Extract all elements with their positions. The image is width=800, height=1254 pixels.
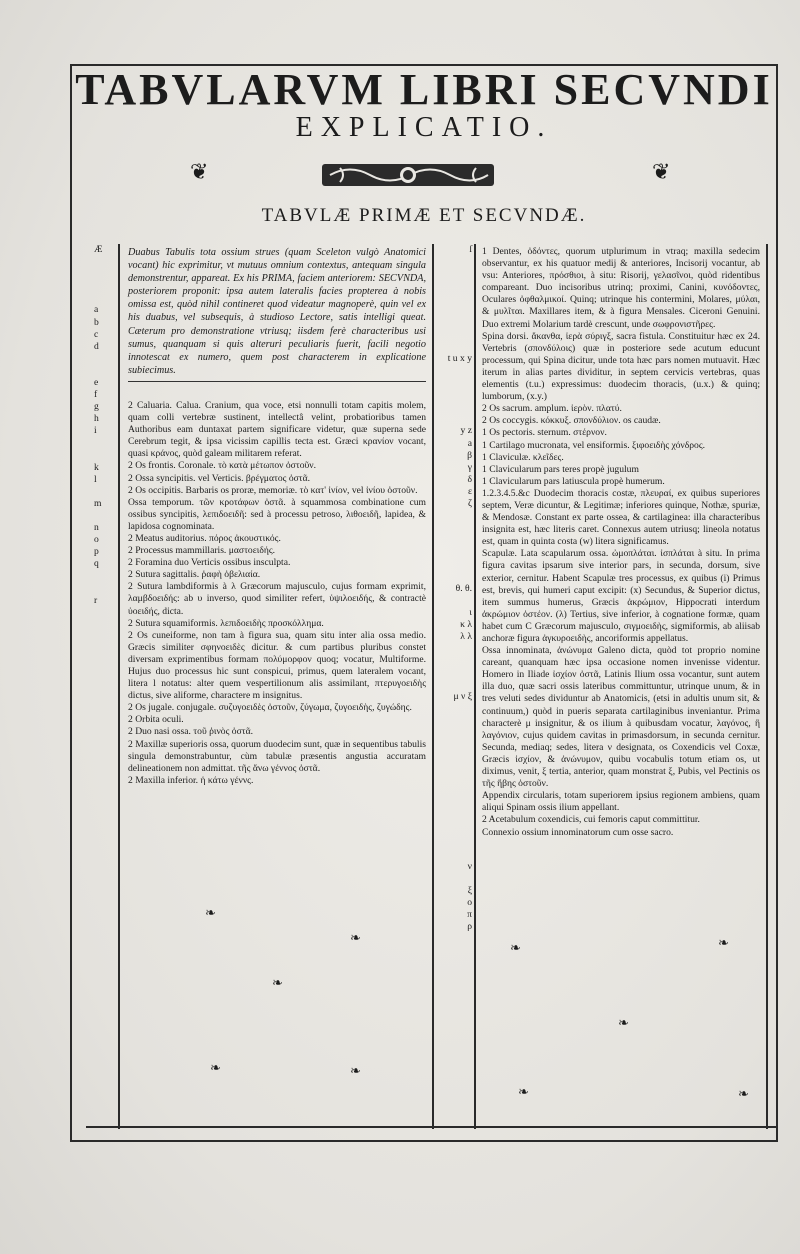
margin-letter bbox=[440, 389, 472, 401]
ink-blot-icon: ❧ bbox=[272, 975, 283, 990]
margin-letter: n bbox=[94, 522, 99, 534]
ink-blot-icon: ❧ bbox=[510, 940, 521, 955]
entry-item: 1 Os pectoris. sternum. στέρνον. bbox=[482, 427, 607, 439]
entry-item: 1 Dentes, ὀδόντες, quorum utplurimum in vtraq; maxilla sedecim observantur, ex his quatuor medij & anteriores, Incisorij vocantur, ab vsu: Anteriores, πρόσθιοι, à situ: Risorij, γελασῖνοι, quòd ridentibus compareant. Duo incisoribus utrinq; proximi, Canini, κυνόδοντες, Oculares ὀφθαλμικοί. Quinq; utrinque his contermini, Molares, μύλαι, & μυλῖται. Maxillares item, & à figura Mensales. Ciceroni Genuini. Duo extremi Molarium tardè crescunt, unde σωφρονιστῆρες. bbox=[482, 246, 760, 330]
margin-letter bbox=[440, 655, 472, 667]
intro-text: Duabus Tabulis tota ossium strues (quam Sceleton vulgò Anatomici vocant) hic exprimitur, vt mutuus omnium contextus, antequam singula demonstrentur, appareat. Ex his PRIMA, faciem anteriorem: SECVNDA, posteriorem proponit: ipsa autem lateralis facies propterea à nobis omissa est, quòd nihil contineret quod videatur magnoperè, quin vel ex his duabus, vel subsequis, à studioso Lectore, satis intelligi queat. Cæterum pro demonstratione vtriusq; iisdem ferè characteribus usi sumus, quanquam si quis alteruri peculiaris fuerit, facili negotio innotescat ex numero, quem post characterem in explicatione subiecimus. bbox=[128, 247, 426, 376]
entry-item: 1 Clavicularum pars latiuscula propè humerum. bbox=[482, 475, 665, 487]
entry-item: 2 Os coccygis. κόκκυξ. σπονδύλιον. os caudæ. bbox=[482, 415, 661, 427]
margin-letter bbox=[440, 365, 472, 377]
margin-letter: π bbox=[467, 909, 472, 921]
margin-letter bbox=[440, 317, 472, 329]
fleuron-icon: ❦ bbox=[190, 159, 209, 184]
intro-paragraph bbox=[128, 246, 426, 382]
margin-letter bbox=[94, 353, 116, 365]
margin-letter bbox=[440, 716, 472, 728]
ink-blot-icon: ❧ bbox=[738, 1086, 749, 1101]
entry-item: 2 Acetabulum coxendicis, cui femoris caput committitur. bbox=[482, 814, 700, 826]
margin-letter: μ ν ξ bbox=[453, 691, 472, 703]
margin-letter: t u x y bbox=[447, 352, 472, 364]
ink-blot-icon: ❧ bbox=[718, 935, 729, 950]
margin-letter: l bbox=[94, 473, 97, 485]
left-margin-letters bbox=[94, 244, 116, 607]
entry-item: 2 Meatus auditorius. πόρος ἀκουστικός. bbox=[128, 532, 281, 544]
margin-letter: ſ bbox=[469, 244, 472, 255]
entry-item: 2 Maxillæ superioris ossa, quorum duodecim sunt, quæ in sequentibus tabulis singula demonstrabuntur, cùm tabulæ præsentis angustia accuratam delineationem non admittat. τῆς ἄνω γέννος ὀστᾶ. bbox=[128, 738, 426, 774]
entry-item: Ossa temporum. τῶν κροτάφων ὀστᾶ. à squammosa combinatione cum ossibus syncipitis, λεπιδοειδῆ: sed à processu petroso, λιθοειδῆ, lapidea, & lapidosa cognominata. bbox=[128, 496, 426, 532]
margin-letter bbox=[440, 679, 472, 691]
margin-letter: f bbox=[94, 389, 98, 401]
margin-letter: κ λ bbox=[460, 618, 472, 630]
right-margin-letters bbox=[440, 244, 472, 933]
ink-blot-icon: ❧ bbox=[350, 1063, 361, 1078]
margin-letter bbox=[440, 546, 472, 558]
entry-item: Scapulæ. Lata scapularum ossa. ὠμοπλάται. ἰσπλάται à situ. In prima figura cavitas ipsarum sive interior pars, in secunda, dorsum, sive exterior, cernitur. Habent Scapulæ tres processus, ex quibus (i) Primus est, brevis, qui humeri caput excipit: (x) Secundus, & Superior dictus, item summus humerus, Græcis ἀκρώμιον, Hippocrati interdum ἀκρώμιον ὀστέον. (λ) Tertius, sive inferior, à cognatione formæ, quam habet cum C Græcorum majusculo, σιγμοειδὴς, sigmiformis, ab aliisab anchoræ figura ἀγκυροειδὴς, ancoriformis appellatus. bbox=[482, 548, 760, 644]
fleuron-icon: ❦ bbox=[652, 159, 671, 184]
entry-item: 2 Sutura squamiformis. λεπιδοειδὴς προσκόλλημα. bbox=[128, 617, 324, 629]
margin-letter bbox=[94, 365, 116, 377]
margin-letter bbox=[440, 740, 472, 752]
entry-item: Connexio ossium innominatorum cum osse sacro. bbox=[482, 826, 674, 838]
margin-letter bbox=[440, 292, 472, 304]
margin-letter bbox=[440, 510, 472, 522]
margin-letter: r bbox=[94, 594, 98, 606]
margin-letter: y z bbox=[460, 425, 472, 437]
margin-letter bbox=[440, 558, 472, 570]
margin-letter: γ bbox=[467, 461, 472, 473]
entry-item: 2 Os frontis. Coronale. τὸ κατὰ μέτωπον ὀστοῦν. bbox=[128, 460, 316, 472]
entry-item: 2 Os sacrum. amplum. ἱερὸν. πλατύ. bbox=[482, 403, 622, 415]
ink-blot-icon: ❧ bbox=[618, 1015, 629, 1030]
entry-item: 1 Claviculæ. κλεῖδες. bbox=[482, 451, 564, 463]
margin-letter bbox=[440, 522, 472, 534]
margin-letter: g bbox=[94, 401, 99, 413]
margin-letter bbox=[440, 776, 472, 788]
margin-letter bbox=[440, 534, 472, 546]
margin-letter: m bbox=[94, 497, 102, 509]
margin-letter bbox=[440, 788, 472, 800]
margin-letter: k bbox=[94, 461, 99, 473]
margin-letter bbox=[440, 256, 472, 268]
entry-item: 2 Maxilla inferior. ἡ κάτω γέννς. bbox=[128, 774, 254, 786]
entry-item: 2 Processus mammillaris. μαστοειδής. bbox=[128, 545, 276, 557]
margin-letter bbox=[440, 595, 472, 607]
margin-letter: o bbox=[94, 534, 99, 546]
margin-letter: θ. θ. bbox=[455, 582, 472, 594]
margin-letter bbox=[440, 873, 472, 885]
margin-letter: Æ bbox=[94, 244, 103, 255]
section-title: TABVLÆ PRIMÆ ET SECVNDÆ. bbox=[261, 205, 587, 226]
margin-letter bbox=[440, 571, 472, 583]
margin-letter bbox=[440, 304, 472, 316]
entry-item: 2 Duo nasi ossa. τοῦ ῥινὸς ὀστᾶ. bbox=[128, 726, 254, 738]
margin-letter: i bbox=[94, 425, 97, 437]
margin-letter: e bbox=[94, 377, 99, 389]
margin-letter bbox=[94, 486, 116, 498]
entry-item: 2 Orbita oculi. bbox=[128, 714, 184, 726]
margin-letter bbox=[440, 268, 472, 280]
margin-letter: ν bbox=[467, 860, 472, 872]
margin-letter bbox=[440, 280, 472, 292]
margin-letter bbox=[94, 256, 116, 268]
margin-letter bbox=[94, 280, 116, 292]
margin-letter bbox=[440, 667, 472, 679]
margin-letter bbox=[440, 377, 472, 389]
margin-letter bbox=[440, 704, 472, 716]
margin-letter bbox=[440, 800, 472, 812]
entry-item: 2 Sutura sagittalis. ῥαφὴ ὀβελιαία. bbox=[128, 569, 261, 581]
left-items-list bbox=[128, 400, 426, 787]
margin-letter bbox=[94, 450, 116, 462]
entry-item: 1 Clavicularum pars teres propè jugulum bbox=[482, 463, 639, 475]
entry-item: Ossa innominata, ἀνώνυμα Galeno dicta, quòd tot proprio nomine careant, quanquam hæc ipsa occasione nomen invenisse videntur. Homero in Iliade ἰσχίον ὀστᾶ, Latinis Ilium ossa vocantur, sunt autem illa duo, quæ sacri ossis lateribus committuntur, utrinque unum, & in tres veluti sedes dividuntur ab Anatomicis, (etsi in adultis unum sit, & continuum,) quòd in pueris separata cartilaginibus inveniantur. Prima characterè μ insignitur, & os ilium à quibusdam vocatur, λαγόνος, ἢ λαγόνιον, cujus quidem cavitas in primasdorsum, in secunda cernitur. Secunda, mediaq; sedes, litera ν designata, os Coxendicis vel Coxæ, Græcis ἰσχίον, & ἀνώνυμον, quibu vocabulis totum etiam os, ut diximus, venit, ξ tertia, anterior, quam monstrat ξ, Pubis, vel Pectinis os τῆς ἥβης ὀστοῦν. bbox=[482, 645, 760, 790]
margin-letter: a bbox=[94, 304, 99, 316]
margin-letter bbox=[440, 825, 472, 837]
margin-letter: λ λ bbox=[460, 631, 472, 642]
margin-letter bbox=[440, 849, 472, 861]
entry-item: Appendix circularis, totam superiorem ipsius regionem ambiens, quam aliqui Spinam ossis ilium appellant. bbox=[482, 790, 760, 814]
left-text-column bbox=[118, 244, 434, 1129]
margin-letter bbox=[440, 812, 472, 824]
margin-letter: c bbox=[94, 328, 99, 340]
headpiece-ornament-icon bbox=[320, 160, 496, 190]
margin-letter bbox=[94, 583, 116, 595]
entry-item: 2 Foramina duo Verticis ossibus insculpta. bbox=[128, 557, 291, 569]
entry-item: 2 Caluaria. Calua. Cranium, qua voce, etsi nonnulli totam capitis molem, quam colli vertebræ sustinent, intellectâ velint, probatioribus tamen Authoribus eam duntaxat partem significare videtur, quæ superna sede Cerebrum tegit, & ipsa vicissim capillis tecta est. Græci κρανίον vocant, quasi κράνος, quòd galeam militarem referat. bbox=[128, 399, 426, 460]
margin-letter bbox=[94, 438, 116, 450]
page-title: TABVLARVM LIBRI SECVNDI bbox=[75, 65, 773, 114]
margin-letter bbox=[440, 401, 472, 413]
margin-letter: b bbox=[94, 316, 99, 328]
margin-letter: h bbox=[94, 413, 99, 425]
ink-blot-icon: ❧ bbox=[205, 905, 216, 920]
margin-letter bbox=[440, 728, 472, 740]
margin-letter bbox=[94, 292, 116, 304]
margin-letter: δ bbox=[467, 473, 472, 485]
entry-item: 1.2.3.4.5.&c Duodecim thoracis costæ, πλευραί, ex quibus superiores septem, Veræ dicuntur, & Legitimæ; inferiores quinque, Nothæ, spuriæ, & Mendosæ. Constant ex parte ossea, & cartilaginea: illa characteribus insignita est, hæc literis caret. Connexus autem utriusq; lineola notatus est, quam in quinta costa (w) litera significamus. bbox=[482, 487, 760, 548]
entry-item: 2 Ossa syncipitis. vel Verticis. βρέγματος ὀστᾶ. bbox=[128, 472, 311, 484]
margin-letter bbox=[440, 329, 472, 341]
margin-letter bbox=[440, 643, 472, 655]
ink-blot-icon: ❧ bbox=[518, 1084, 529, 1099]
ink-blot-icon: ❧ bbox=[210, 1060, 221, 1075]
margin-letter bbox=[440, 752, 472, 764]
ink-blot-icon: ❧ bbox=[350, 930, 361, 945]
entry-item: Spina dorsi. ἄκανθα, ἱερὰ σύριγξ, sacra fistula. Constituitur hæc ex 24. Vertebris (σπονδύλοις) quæ in posteriore sede acutum educunt processum, qui Spina dicitur, unde tota hæc pars nomen mutuavit. Hæc iterum in alias partes dividitur, in septem cervicis vertebras, quas elementis (t.u.) expressimus: duodecim thoracis, (u.x.) & quinq; lumborum, (x.y.) bbox=[482, 330, 760, 403]
margin-letter bbox=[440, 764, 472, 776]
entry-item: 2 Os jugale. conjugale. συζυγοειδὲς ὀστοῦν, ζύγωμα, ζυγοειδὴς, ζυγώδης. bbox=[128, 702, 412, 714]
margin-letter bbox=[440, 341, 472, 353]
margin-letter bbox=[440, 413, 472, 425]
margin-letter bbox=[440, 837, 472, 849]
page-subtitle: EXPLICATIO. bbox=[295, 112, 553, 143]
margin-letter bbox=[94, 510, 116, 522]
bottom-rule bbox=[86, 1126, 776, 1128]
entry-item: 2 Sutura lambdiformis à λ Græcorum majusculo, cujus formam exprimit, λαμβδοειδής: ab υ inverso, quod similiter refert, ὑψιλοειδής, & contractè ὑοειδής, dicta. bbox=[128, 581, 426, 617]
entry-item: 2 Os cuneiforme, non tam à figura sua, quam situ inter alia ossa medio. Græcis similiter σφηνοειδὲς dicitur. & cum partibus pluribus constet diversam exprimentibus formam πολύμορφον quoq; vocatur, Multiforme. Hujus duo processus hic sunt conspicui, primus, quem lateralem vocant, litera l notatus: alter quem vespertilionum alis assimilant, πτερυγοειδὴς dictus, sive aliforme, charactere m insignitus. bbox=[128, 629, 426, 702]
right-text-column bbox=[474, 244, 768, 1129]
margin-letter: β bbox=[467, 449, 472, 461]
margin-letter: p bbox=[94, 546, 99, 558]
margin-letter: d bbox=[94, 340, 99, 352]
margin-letter: ξ bbox=[467, 884, 472, 896]
margin-letter: a bbox=[467, 437, 472, 449]
margin-letter: ζ bbox=[468, 497, 472, 509]
margin-letter bbox=[94, 268, 116, 280]
margin-letter: ε bbox=[467, 485, 472, 497]
entry-item: 1 Cartilago mucronata, vel ensiformis. ξιφοειδὴς χόνδρος. bbox=[482, 439, 706, 451]
margin-letter: ο bbox=[467, 897, 472, 909]
margin-letter: ρ bbox=[467, 921, 472, 933]
right-items-list bbox=[482, 246, 760, 839]
margin-letter: q bbox=[94, 558, 99, 570]
entry-item: 2 Os occipitis. Barbaris os proræ, memoriæ. τὸ κατ' ἰνίον, vel ἰνίου ὀστοῦν. bbox=[128, 484, 418, 496]
margin-letter: ι bbox=[469, 606, 472, 618]
margin-letter bbox=[94, 571, 116, 583]
